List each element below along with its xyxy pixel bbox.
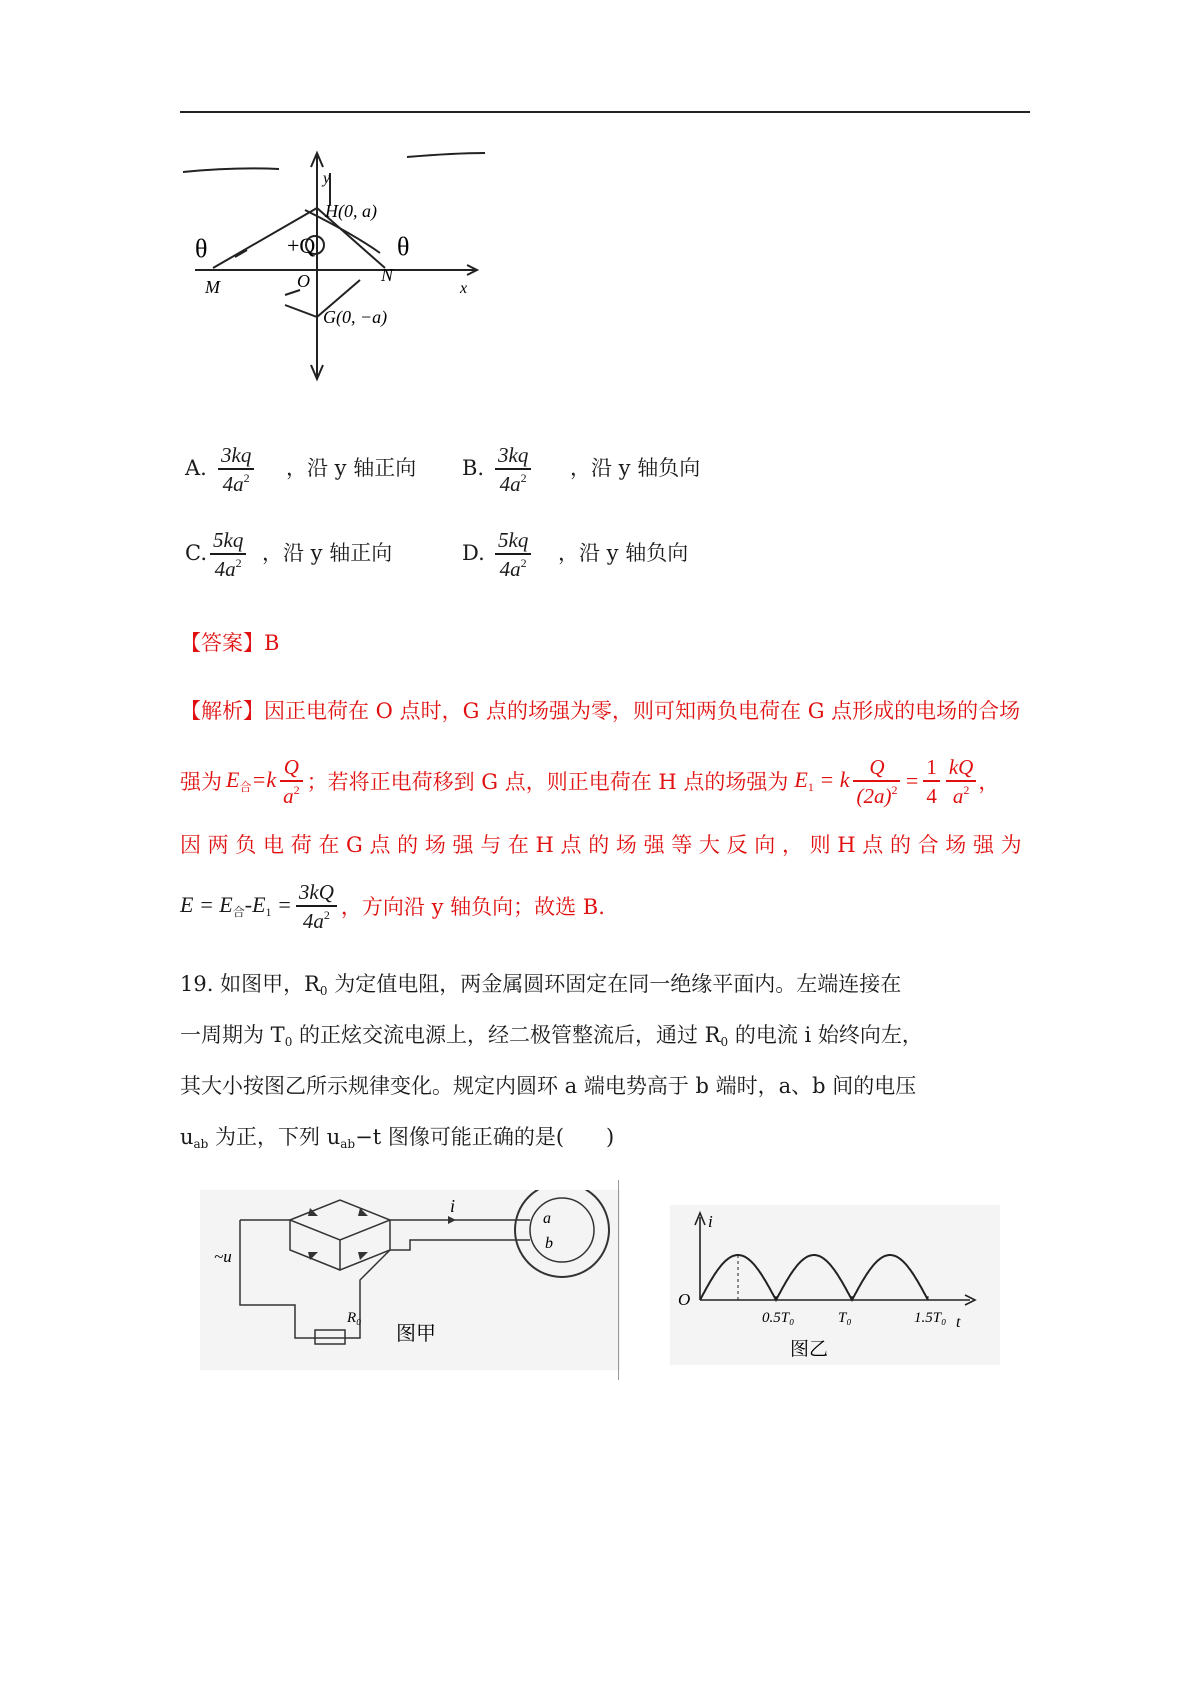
analysis-line-2: 强为 $E_合=k$ $\frac{Q}{a^2}$ ；若将正电荷移到 G 点，则正电荷在 H 点的场强为 $E_1 = k$ $\frac{Q}{(2a)^2}$ = $\frac{1}{4}$ $\frac{kQ}{a^2}$ ，	[180, 755, 1000, 808]
q19-line-1-sub: 0	[319, 984, 328, 998]
analysis-e: E	[180, 892, 194, 918]
option-c-exp: 2	[235, 555, 242, 570]
option-d-den: 4a	[499, 556, 521, 581]
charge-label: +Q	[287, 233, 316, 258]
resistor-label: R₀	[347, 1310, 362, 1326]
q19-line-4-a: u	[180, 1125, 194, 1149]
option-b-num: 3kq	[498, 443, 529, 467]
analysis-2a: (2a)	[856, 783, 892, 808]
t-label: t	[956, 1314, 961, 1331]
analysis-eq: = E	[193, 892, 233, 918]
option-c-den: 4a	[214, 556, 236, 581]
analysis-line-2-a: 强为	[180, 770, 222, 795]
option-b-exp: 2	[520, 470, 527, 485]
q19-line-2	[180, 1017, 923, 1060]
analysis-line-1-text: 因正电荷在 O 点时，G 点的场强为零，则可知两负电荷在 G 点形成的电场的合场	[264, 699, 1021, 723]
q19-line-4-sub2: ab	[340, 1137, 356, 1151]
analysis-e1-sub: 1	[807, 780, 814, 795]
q19-line-1-b: 为定值电阻，两金属圆环固定在同一绝缘平面内。左端连接在	[327, 972, 902, 996]
i-label: i	[708, 1212, 713, 1231]
option-c-num: 5kq	[213, 528, 244, 552]
option-d-exp: 2	[520, 555, 527, 570]
option-b-letter: B.	[462, 456, 485, 480]
option-d-text: ，沿 y 轴负向	[558, 541, 689, 565]
point-O-label: O	[297, 271, 310, 291]
analysis-eq-k: =k	[251, 767, 277, 793]
source-label: ~u	[214, 1247, 232, 1266]
q19-line-2-b: 的正炫交流电源上，经二极管整流后，通过 R	[292, 1023, 721, 1047]
answer-label: 【答案】	[180, 631, 264, 655]
q19-line-3: 其大小按图乙所示规律变化。规定内圆环 a 端电势高于 b 端时，a、b 间的电压	[180, 1074, 917, 1098]
analysis-line-2-end: ，	[978, 770, 1000, 795]
analysis-line-4: $E = E_合-E_1$ = $\frac{3kQ}{4a^2}$ ，方向沿 y 轴负向；故选 B.	[180, 880, 605, 933]
option-d-letter: D.	[462, 541, 485, 565]
q19-line-2-sub2: 0	[720, 1035, 729, 1049]
option-d-num: 5kq	[498, 528, 529, 552]
x-axis-label: x	[460, 280, 468, 297]
option-a-den: 4a	[222, 471, 244, 496]
option-a-letter: A.	[185, 456, 207, 480]
analysis-one: 1	[926, 755, 937, 779]
analysis-eq2: =	[271, 892, 292, 918]
analysis-e1: E	[794, 767, 808, 793]
analysis-minus: -E	[244, 892, 266, 918]
option-c-text: ，沿 y 轴正向	[262, 541, 393, 565]
option-d-fraction	[495, 528, 531, 581]
point-G-label: G(0, −a)	[323, 307, 388, 327]
option-a-num: 3kq	[221, 443, 252, 467]
point-H-label: H(0, a)	[325, 201, 377, 221]
option-a	[185, 458, 207, 479]
option-a-exp: 2	[243, 470, 250, 485]
y-axis-label: y	[323, 170, 331, 187]
q19-line-1	[180, 966, 901, 1009]
option-a-fraction	[218, 443, 254, 496]
analysis-e-total: E	[226, 767, 240, 793]
analysis-line4-sub: 合	[232, 905, 245, 920]
q19-line-4-c: −t 图像可能正确的是( )	[355, 1125, 615, 1149]
analysis-4a: 4a	[302, 908, 324, 933]
q19-line-2-sub: 0	[284, 1035, 293, 1049]
q19-line-1-a: 19. 如图甲，R	[180, 972, 320, 996]
caption-jia: 图甲	[396, 1323, 436, 1345]
x-tick-label-1: T₀	[838, 1310, 852, 1326]
analysis-3kq: 3kQ	[298, 880, 334, 904]
analysis-line-2-b: ；若将正电荷移到 G 点，则正电荷在 H 点的场强为	[306, 770, 789, 795]
analysis-line-1	[180, 701, 1020, 722]
circuit-diagram	[200, 1190, 620, 1370]
point-N-label: N	[381, 265, 394, 285]
option-c-fraction	[210, 528, 246, 581]
analysis-four: 4	[926, 783, 937, 808]
analysis-q2: Q	[869, 755, 885, 779]
answer-line	[180, 633, 279, 654]
analysis-line4-sub1: 1	[265, 905, 272, 920]
answer-value: B	[264, 631, 280, 655]
x-tick-label-2: 1.5T₀	[914, 1310, 947, 1326]
option-b-fraction	[495, 443, 531, 496]
analysis-a: a	[283, 783, 294, 808]
figure-divider	[618, 1180, 619, 1380]
analysis-q: Q	[283, 755, 299, 779]
analysis-a-exp: 2	[293, 782, 300, 797]
q19-line-2-a: 一周期为 T	[180, 1023, 285, 1047]
ring-b-label: b	[545, 1235, 553, 1252]
q19-line-2-c: 的电流 i 始终向左，	[728, 1023, 923, 1047]
option-a-text: ，沿 y 轴正向	[286, 456, 417, 480]
q19-line-4-b: 为正，下列 u	[208, 1125, 341, 1149]
current-label: i	[450, 1196, 456, 1216]
analysis-line-4-end: ，方向沿 y 轴负向；故选 B.	[340, 895, 605, 920]
option-b-text: ，沿 y 轴负向	[570, 456, 701, 480]
header-rule	[180, 111, 1030, 113]
analysis-e-total-sub: 合	[239, 780, 252, 795]
caption-yi: 图乙	[790, 1339, 829, 1360]
scribble-left	[183, 168, 279, 172]
scribble-right	[407, 153, 485, 157]
x-tick-label-0: 0.5T₀	[762, 1310, 795, 1326]
q19-line-4-sub: ab	[193, 1137, 209, 1151]
theta-right-label: θ	[397, 232, 410, 261]
analysis-line-3: 因 两 负 电 荷 在 G 点 的 场 强 与 在 H 点 的 场 强 等 大 反 向 ， 则 H 点 的 合 场 强 为	[180, 833, 1022, 857]
option-c-letter: C.	[185, 541, 207, 565]
analysis-label: 【解析】	[180, 699, 264, 723]
option-b-den: 4a	[499, 471, 521, 496]
q19-line-4	[180, 1119, 614, 1162]
analysis-kq: kQ	[948, 755, 974, 779]
ring-a-label: a	[543, 1210, 551, 1227]
point-M-label: M	[205, 277, 220, 297]
chart-yi	[670, 1205, 1000, 1365]
origin-label: O	[678, 1290, 691, 1309]
theta-left-label: θ	[195, 234, 208, 263]
field-diagram	[175, 145, 535, 395]
analysis-eq-k2: = k	[813, 767, 850, 793]
